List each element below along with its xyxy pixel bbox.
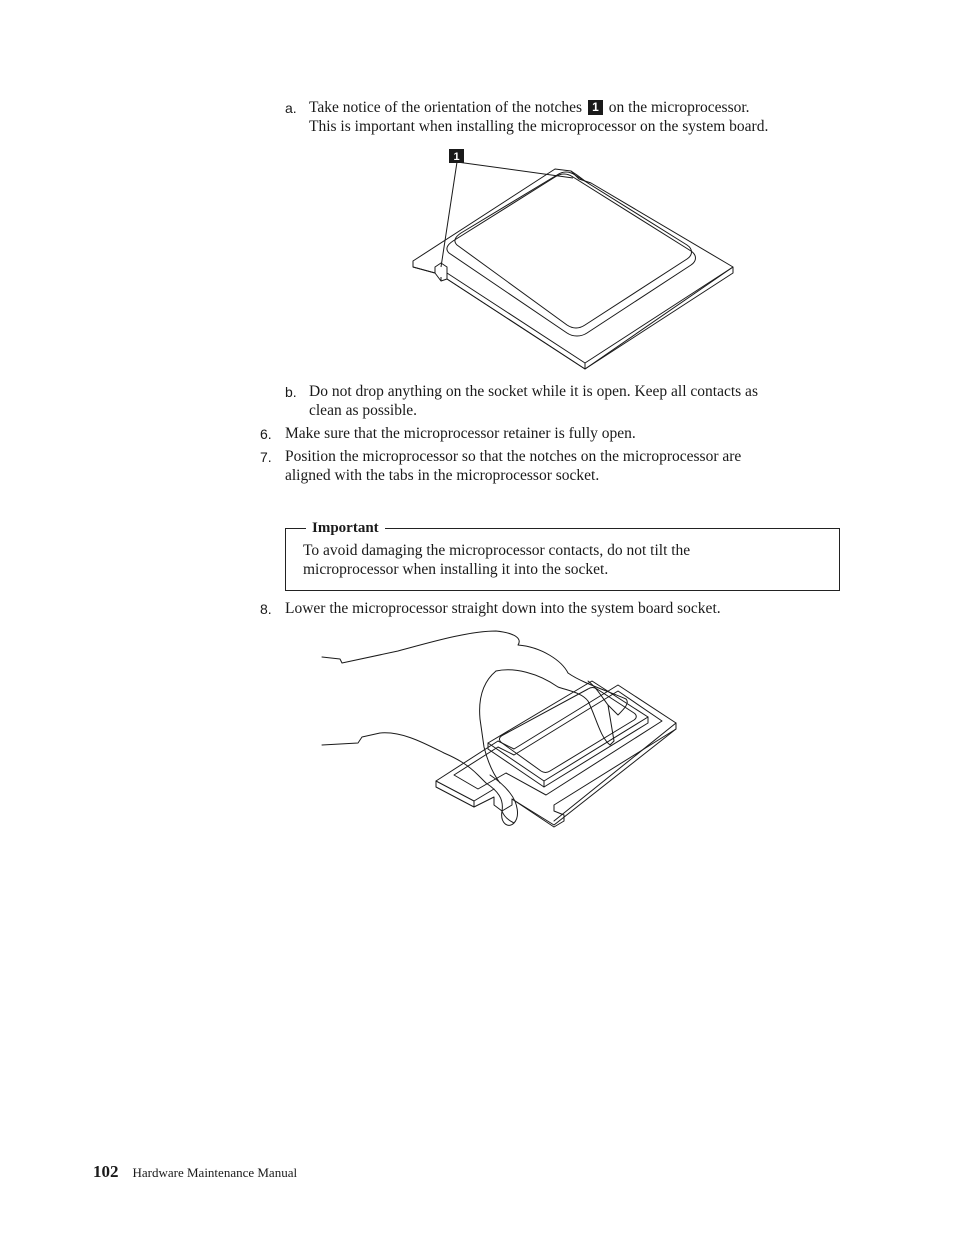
step-a-marker: a. <box>285 100 297 116</box>
step-7-line2: aligned with the tabs in the microprocessor socket. <box>285 467 600 484</box>
step-a-line2: This is important when installing the microprocessor on the system board. <box>309 118 769 135</box>
step-8-text: Lower the microprocessor straight down into the system board socket. <box>285 600 721 617</box>
step-8-marker: 8. <box>260 601 272 617</box>
step-7 <box>260 447 880 487</box>
step-6-marker: 6. <box>260 426 272 442</box>
document-title: Hardware Maintenance Manual <box>132 1165 298 1180</box>
important-line1: To avoid damaging the microprocessor contacts, do not tilt the <box>303 542 691 559</box>
step-6 <box>260 424 880 444</box>
step-a <box>285 98 885 138</box>
important-body <box>303 541 690 579</box>
page-number: 102 <box>93 1162 119 1181</box>
figure-callout-1: 1 <box>453 151 460 163</box>
step-a-line1: Take notice of the orientation of the notches 1 on the microprocessor. <box>309 99 750 116</box>
step-b-line2: clean as possible. <box>309 402 418 419</box>
hand-inserting-microprocessor-figure <box>318 625 683 865</box>
step-6-text: Make sure that the microprocessor retainer is fully open. <box>285 425 636 442</box>
step-b-marker: b. <box>285 384 297 400</box>
step-8 <box>260 599 880 619</box>
page-footer <box>93 1162 297 1182</box>
important-line2: microprocessor when installing it into the socket. <box>303 561 609 578</box>
step-7-line1: Position the microprocessor so that the notches on the microprocessor are <box>285 448 742 465</box>
step-7-marker: 7. <box>260 449 272 465</box>
important-notice <box>285 520 840 591</box>
callout-1-badge: 1 <box>588 100 603 115</box>
step-b-line1: Do not drop anything on the socket while it is open. Keep all contacts as <box>309 383 758 400</box>
microprocessor-notch-figure <box>405 145 745 377</box>
step-b <box>285 382 885 422</box>
important-title: Important <box>306 519 385 538</box>
